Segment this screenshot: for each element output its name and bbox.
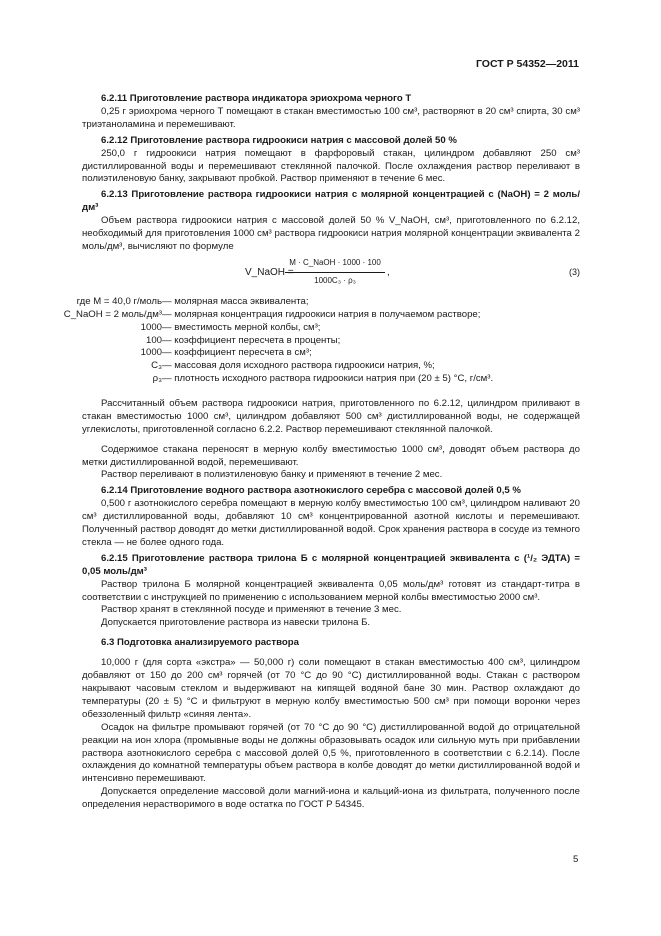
section-heading-6-2-14: 6.2.14 Приготовление водного раствора азотнокислого серебра с массовой долей 0,5 % [101, 485, 521, 497]
formula-numerator: M · C_NaOH · 1000 · 100 [285, 257, 385, 273]
legend-description: — плотность исходного раствора гидроокиси натрия при (20 ± 5) °C, г/см³. [162, 373, 494, 385]
formula-3 [82, 257, 580, 293]
formula-denominator: 1000C₃ · ρ₃ [314, 275, 356, 285]
paragraph-6-2-12: 250,0 г гидроокиси натрия помещают в фарфоровый стакан, цилиндром добавляют 250 см³ дистиллированной воды и перемешивают стеклянной палочкой. После охлаждения раствор переливают в полиэтиленовую банку, закрывают пробкой. Раствор применяют в течение 6 мес. [82, 147, 580, 185]
legend-symbol: 100 [145, 334, 162, 346]
formula-fraction [285, 257, 385, 288]
legend-row [63, 308, 580, 322]
section-heading-6-2-13: 6.2.13 Приготовление раствора гидроокиси натрия с молярной концентрацией с (NaOH) = 2 моль/дм³ [82, 189, 580, 214]
section-heading-6-3: 6.3 Подготовка анализируемого раствора [101, 637, 299, 649]
formula-number: (3) [569, 266, 580, 277]
standard-header: ГОСТ Р 54352—2011 [475, 58, 579, 70]
legend-description: — вместимость мерной колбы, см³; [162, 321, 321, 333]
legend-row [82, 360, 580, 373]
legend-row [82, 347, 580, 360]
section-heading-6-2-15: 6.2.15 Приготовление раствора трилона Б с молярной концентрацией эквивалента с (¹/₂ ЭДТА) = 0,05 моль/дм³ [82, 552, 580, 577]
paragraph-6-2-15-b: Раствор хранят в стеклянной посуде и применяют в течение 3 мес. [101, 604, 402, 616]
legend-row [76, 295, 580, 309]
paragraph-6-2-11: 0,25 г эриохрома черного Т помещают в стакан вместимостью 100 см³, растворяют в 20 см³ спирта, 30 см³ триэтаноламина и перемешивают. [82, 105, 580, 130]
legend-symbol: где M = 40,0 г/моль [76, 295, 162, 307]
formula-legend [63, 295, 580, 398]
paragraph-6-3-b: Осадок на фильтре промывают горячей (от 70 °C до 90 °C) дистиллированной водой до отрицательной реакции на ион хлора (промывные воды не должны образовывать осадок или сильную муть при прибавлении раствора азотнокислого серебра с массовой долей 0,5 %, приготовленного в соответствии с 6.2.14). После охлаждения до комнатной температуры объем раствора в колбе доводят до метки дистиллированной водой и интенсивно перемешивают. [82, 721, 580, 785]
legend-symbol: C₃ [151, 360, 162, 372]
formula-comma: , [387, 266, 390, 278]
legend-description: — коэффициент пересчета в см³; [162, 347, 312, 359]
paragraph-6-2-15: Раствор трилона Б молярной концентрацией эквивалента 0,05 моль/дм³ готовят из стандарт-титра в соответствии с инструкцией по применению с использованием мерной колбы вместимостью 2000 см³. [82, 578, 580, 603]
legend-symbol: 1000 [140, 321, 162, 333]
legend-description: — коэффициент пересчета в проценты; [162, 334, 341, 346]
paragraph-6-3-c: Допускается определение массовой доли магний-иона и кальций-иона из фильтрата, полученного после определения нерастворимого в воде остатка по ГОСТ Р 54345. [82, 786, 580, 811]
legend-row [82, 335, 580, 348]
formula-lhs: V_NaOH = [245, 266, 294, 278]
legend-description: — массовая доля исходного раствора гидроокиси натрия, %; [162, 360, 435, 372]
paragraph-6-2-13-d: Раствор переливают в полиэтиленовую банку и применяют в течение 2 мес. [101, 469, 443, 481]
legend-description: — молярная масса эквивалента; [162, 295, 309, 307]
paragraph-6-2-15-c: Допускается приготовление раствора из навески трилона Б. [101, 617, 371, 629]
legend-row [82, 373, 580, 386]
paragraph-6-2-14: 0,500 г азотнокислого серебра помещают в мерную колбу вместимостью 100 см³, цилиндром наливают 20 см³ дистиллированной воды, добавляют 10 см³ концентрированной азотной кислоты и перемешивают. Полученный раствор доводят до метки дистиллированной водой. Срок хранения раствора в сосуде из темного стекла — не более одного года. [82, 498, 580, 548]
legend-description: — молярная концентрация гидроокиси натрия в получаемом растворе; [162, 308, 481, 320]
page-number: 5 [573, 854, 579, 865]
legend-row [82, 322, 580, 335]
paragraph-6-2-13-c: Содержимое стакана переносят в мерную колбу вместимостью 1000 см³, доводят объем раствора до метки дистиллированной водой, перемешивают. [82, 443, 580, 468]
legend-symbol: ρ₃ [152, 373, 162, 385]
paragraph-6-3: 10,000 г (для сорта «экстра» — 50,000 г) соли помещают в стакан вместимостью 400 см³, цилиндром добавляют от 150 до 200 см³ горячей (от 70 °C до 90 °C) дистиллированной воды. Стакан с раствором накрывают часовым стеклом и выдерживают на кипящей водяной бане 30 мин. Раствор охлаждают до температуры (20 ± 5) °C и фильтруют в мерную колбу вместимостью 500 см³ при помощи воронки через обеззоленный фильтр «синяя лента». [82, 657, 580, 720]
paragraph-6-2-13-b: Рассчитанный объем раствора гидроокиси натрия, приготовленного по 6.2.12, цилиндром приливают в стакан вместимостью 1000 см³, цилиндром добавляют 500 см³ дистиллированной воды, не содержащей углекислоты, приготовленной согласно 6.2.2. Раствор перемешивают стеклянной палочкой. [82, 397, 580, 435]
legend-symbol: 1000 [140, 347, 162, 359]
section-heading-6-2-12: 6.2.12 Приготовление раствора гидроокиси натрия с массовой долей 50 % [101, 134, 457, 146]
legend-symbol: C_NaOH = 2 моль/дм³ [63, 308, 162, 320]
section-heading-6-2-11: 6.2.11 Приготовление раствора индикатора эриохрома черного Т [101, 93, 412, 104]
document-body [63, 93, 580, 812]
paragraph-6-2-13: Объем раствора гидроокиси натрия с массовой долей 50 % V_NaOH, см³, приготовленного по 6.2.12, необходимый для приготовления 1000 см³ раствора гидроокиси натрия молярной концентрации эквивалента 2 моль/дм³, вычисляют по формуле [82, 215, 580, 252]
